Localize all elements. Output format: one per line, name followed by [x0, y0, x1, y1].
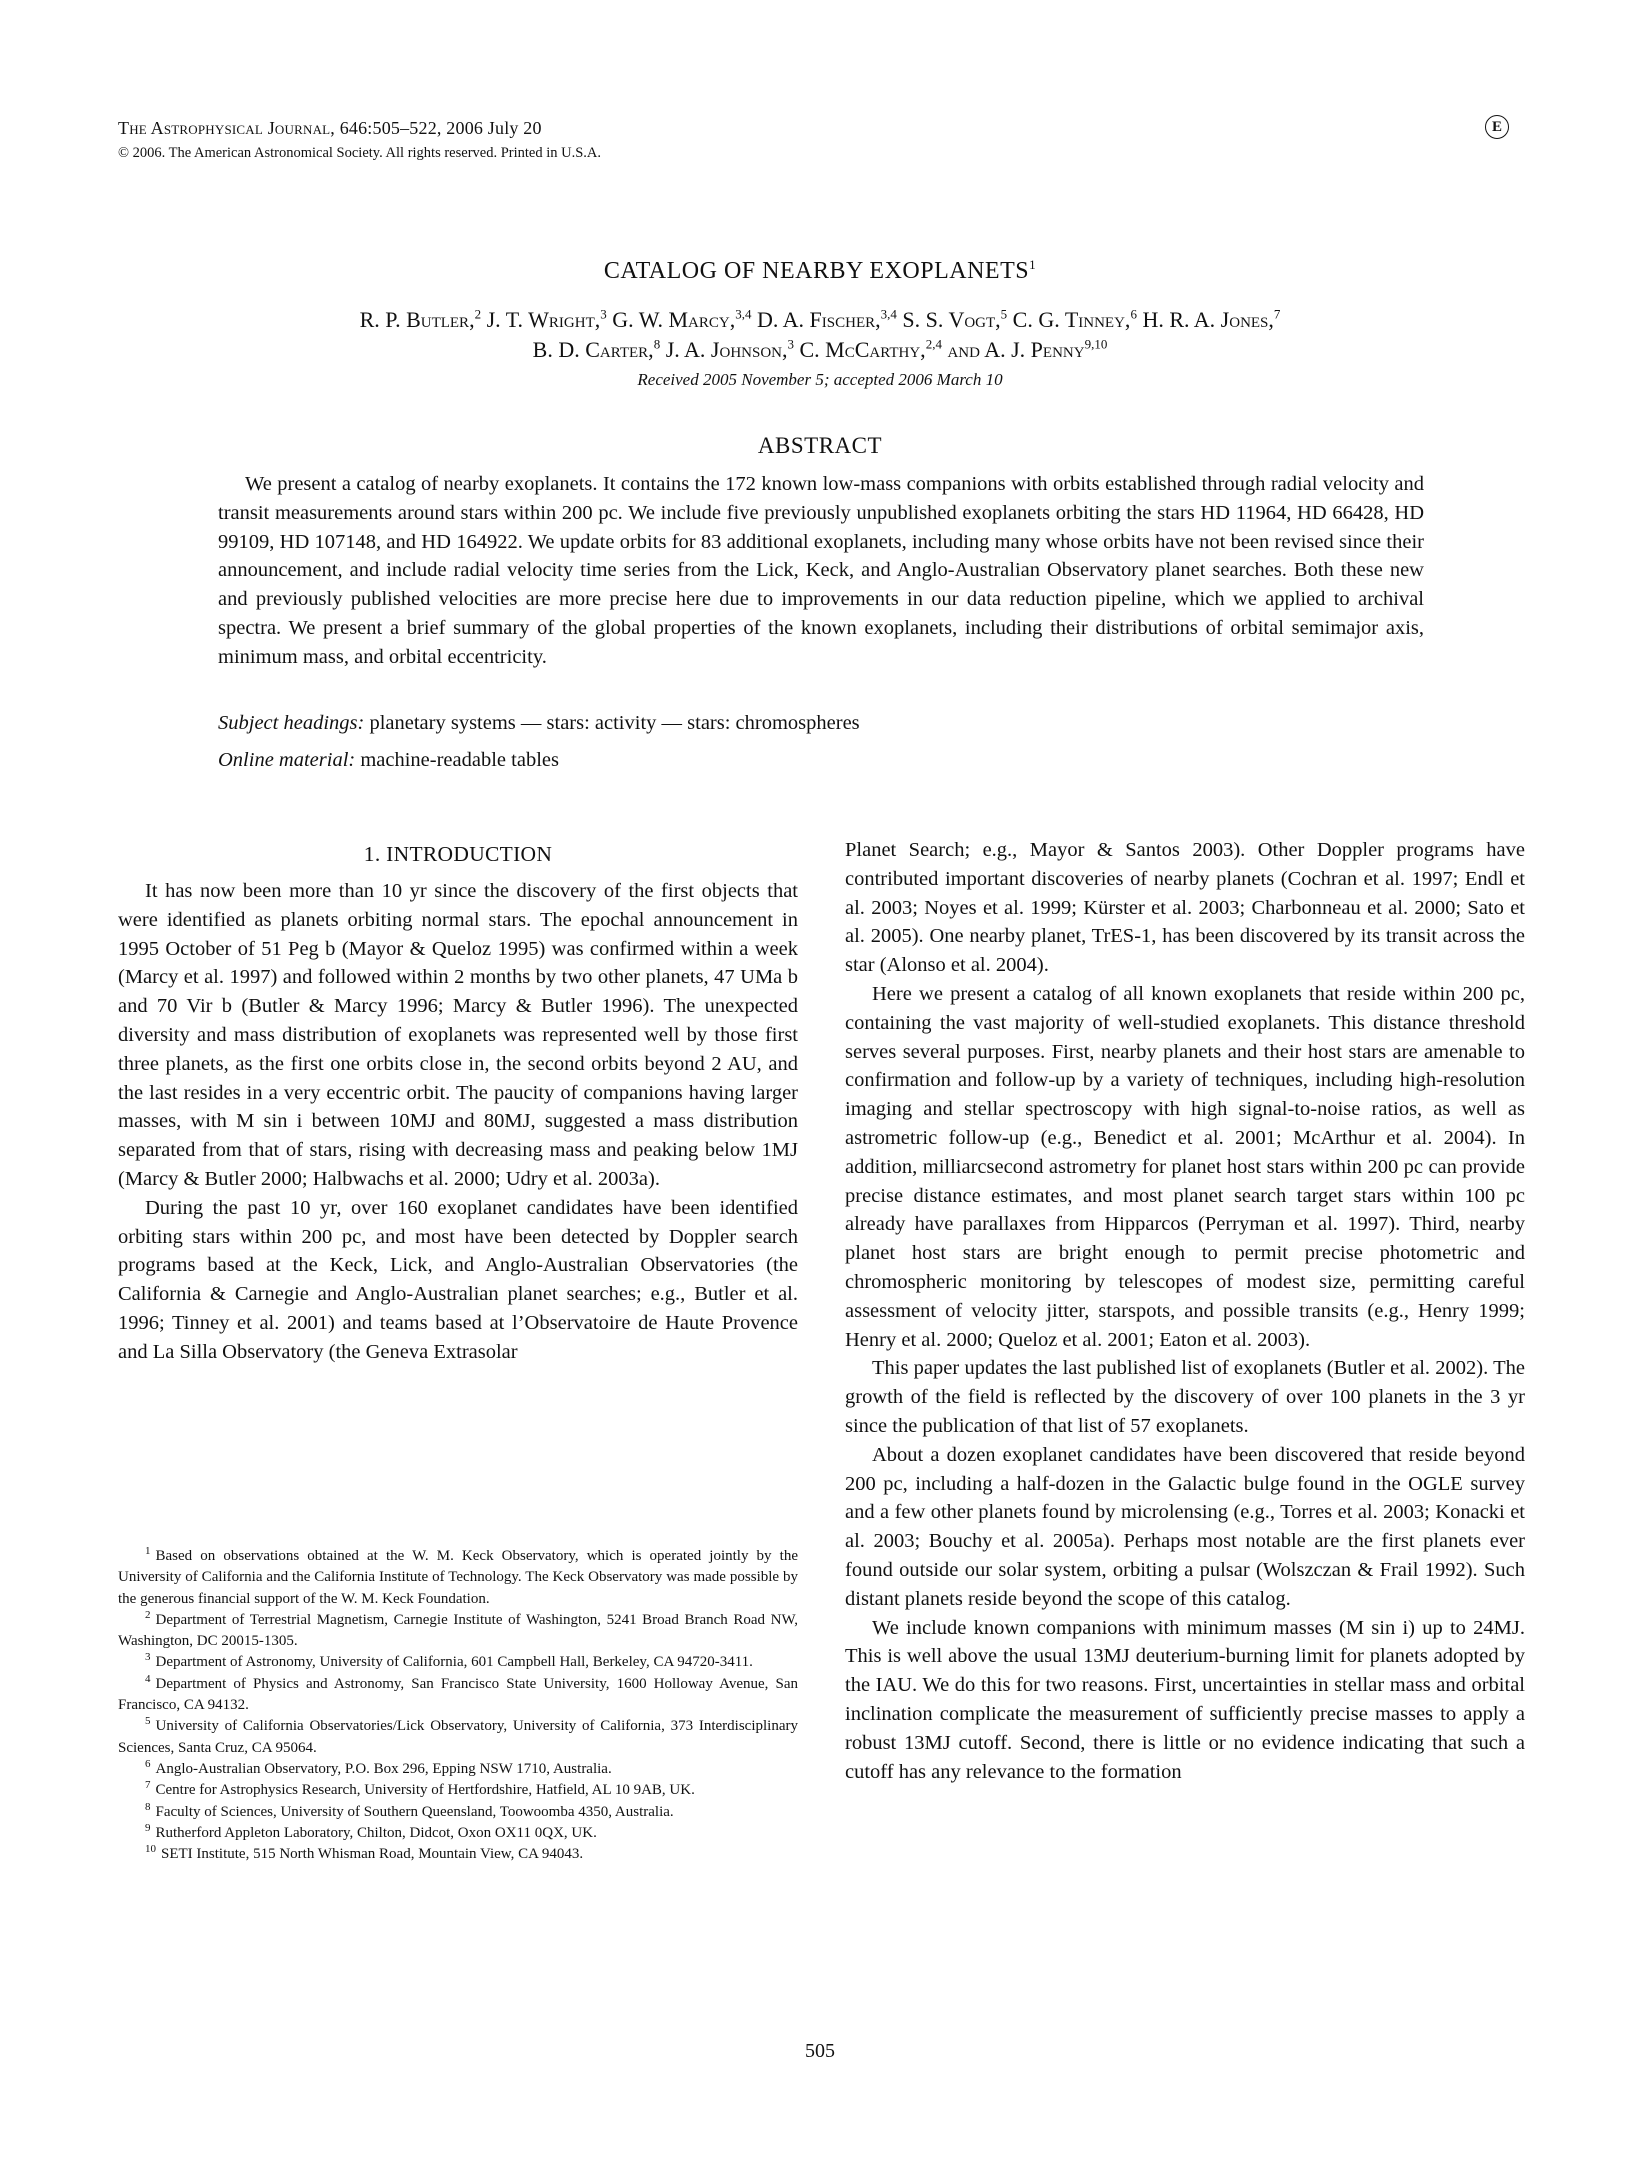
left-column — [118, 877, 798, 1367]
author-affiliation-mark: 7 — [1273, 306, 1281, 322]
footnote — [118, 1823, 798, 1844]
author-list — [120, 305, 1520, 365]
author-affiliation-mark: 2,4 — [925, 336, 942, 352]
section-heading-introduction: 1. INTRODUCTION — [363, 842, 553, 866]
author-name: B. D. Carter, — [532, 337, 654, 362]
footnote-text: Rutherford Appleton Laboratory, Chilton, Didcot, Oxon OX11 0QX, UK. — [155, 1824, 597, 1841]
footnote — [118, 1610, 798, 1653]
footnote — [118, 1780, 798, 1801]
abstract-text: We present a catalog of nearby exoplanets. It contains the 172 known low-mass companions with orbits established through radial velocity and transit measurements around stars within 200 pc. We include five previously unpublished exoplanets orbiting the stars HD 11964, HD 66428, HD 99109, HD 107148, and HD 164922. We update orbits for 83 additional exoplanets, including many whose orbits have not been revised since their announcement, and include radial velocity time series from the Lick, Keck, and Anglo-Australian Observatory planet searches. Both these new and previously published velocities are more precise here due to improvements in our data reduction pipeline, which we applied to archival spectra. We present a brief summary of the global properties of the known exoplanets, including their distributions of orbital semimajor axis, minimum mass, and orbital eccentricity. — [218, 473, 1424, 668]
footnote-text: Centre for Astrophysics Research, University of Hertfordshire, Hatfield, AL 10 9AB, UK. — [155, 1782, 695, 1799]
footnote-number: 10 — [145, 1843, 156, 1856]
subject-headings-value: planetary systems — stars: activity — stars: chromospheres — [369, 712, 860, 734]
subject-headings-label: Subject headings: — [218, 712, 365, 734]
author-affiliation-mark: 5 — [1000, 306, 1008, 322]
intro-paragraph-1: It has now been more than 10 yr since the discovery of the first objects that were identified as planets orbiting normal stars. The epochal announcement in 1995 October of 51 Peg b (Mayor & Queloz 1995) was confirmed within a week (Marcy et al. 1997) and followed within 2 months by two other planets, 47 UMa b and 70 Vir b (Butler & Marcy 1996; Marcy & Butler 1996). The unexpected diversity and mass distribution of exoplanets was represented well by those first three planets, as the first one orbits close in, the second orbits beyond 2 AU, and the last resides in a very eccentric orbit. The paucity of companions having larger masses, with M sin i between 10MJ and 80MJ, suggested a mass distribution separated from that of stars, rising with decreasing mass and peaking below 1MJ (Marcy & Butler 2000; Halbwachs et al. 2000; Udry et al. 2003a). — [118, 880, 798, 1190]
author-affiliation-mark: 3 — [600, 306, 607, 322]
author-line-2 — [120, 335, 1520, 365]
abstract-heading: ABSTRACT — [757, 433, 883, 458]
footnote-number: 8 — [145, 1800, 151, 1813]
footnote — [118, 1844, 798, 1865]
author-affiliation-mark: 6 — [1130, 306, 1137, 322]
footnote-number: 4 — [145, 1672, 151, 1685]
author-line-1 — [120, 305, 1520, 335]
footnote-text: Department of Terrestrial Magnetism, Carnegie Institute of Washington, 5241 Broad Branch Road NW, Washington, DC 20015-1305. — [118, 1611, 798, 1650]
subject-headings — [218, 712, 1424, 735]
footnote-text: SETI Institute, 515 North Whisman Road, Mountain View, CA 94043. — [161, 1846, 584, 1863]
footnote-text: Based on observations obtained at the W. M. Keck Observatory, which is operated jointly by the University of California and the California Institute of Technology. The Keck Observatory was made possible by the generous financial support of the W. M. Keck Foundation. — [118, 1548, 798, 1607]
online-material-label: Online material: — [218, 749, 356, 771]
author-name: J. A. Johnson, — [665, 337, 788, 362]
author-name: D. A. Fischer, — [756, 307, 881, 332]
author-affiliation-mark: 9,10 — [1084, 336, 1108, 352]
page-number: 505 — [805, 2040, 835, 2062]
footnote-number: 3 — [145, 1651, 151, 1664]
author-affiliation-mark: 3 — [787, 336, 794, 352]
author-affiliation-mark: 3,4 — [735, 306, 752, 322]
footnote-text: Faculty of Sciences, University of Southern Queensland, Toowoomba 4350, Australia. — [155, 1803, 674, 1820]
footnote — [118, 1652, 798, 1673]
footnote — [118, 1674, 798, 1717]
received-dates: Received 2005 November 5; accepted 2006 March 10 — [637, 370, 1003, 389]
footnote-number: 6 — [145, 1757, 151, 1770]
right-column — [845, 836, 1525, 1786]
electronic-edition-icon: E — [1485, 115, 1509, 139]
author-affiliation-mark: 8 — [653, 336, 661, 352]
journal-name: The Astrophysical Journal — [118, 118, 331, 138]
author-name: S. S. Vogt, — [902, 307, 1001, 332]
footnote-text: University of California Observatories/Lick Observatory, University of California, 373 Interdisciplinary Sciences, Santa Cruz, CA 95064. — [118, 1718, 798, 1756]
footnote-text: Department of Physics and Astronomy, San Francisco State University, 1600 Holloway Avenue, San Francisco, CA 94132. — [118, 1675, 798, 1714]
online-material-value: machine-readable tables — [360, 749, 559, 771]
footnote — [118, 1546, 798, 1610]
paper-title — [0, 258, 1640, 285]
online-material — [218, 749, 1424, 772]
author-name: H. R. A. Jones, — [1142, 307, 1274, 332]
footnote-number: 7 — [145, 1779, 151, 1792]
intro-paragraph-3: Planet Search; e.g., Mayor & Santos 2003). Other Doppler programs have contributed important discoveries of nearby planets (Cochran et al. 1997; Endl et al. 2003; Noyes et al. 1999; Kürster et al. 2003; Charbonneau et al. 2000; Sato et al. 2005). One nearby planet, TrES-1, has been discovered by its transit across the star (Alonso et al. 2004). — [845, 839, 1525, 977]
footnote — [118, 1802, 798, 1823]
footnote-number: 1 — [145, 1545, 151, 1557]
author-name: G. W. Marcy, — [612, 307, 736, 332]
intro-paragraph-2: During the past 10 yr, over 160 exoplanet candidates have been identified orbiting stars within 200 pc, and most have been detected by Doppler search programs based at the Keck, Lick, and Anglo-Australian Observatories (the California & Carnegie and Anglo-Australian planet searches; e.g., Butler et al. 1996; Tinney et al. 2001) and teams based at l’Observatoire de Haute Provence and La Silla Observatory (the Geneva Extrasolar — [118, 1196, 798, 1363]
footnote-text: Anglo-Australian Observatory, P.O. Box 296, Epping NSW 1710, Australia. — [155, 1760, 612, 1777]
footnote-text: Department of Astronomy, University of California, 601 Campbell Hall, Berkeley, CA 94720-3411. — [155, 1654, 753, 1671]
intro-paragraph-4: Here we present a catalog of all known exoplanets that reside within 200 pc, containing the vast majority of well-studied exoplanets. This distance threshold serves several purposes. First, nearby planets and their host stars are amenable to confirmation and follow-up by a variety of techniques, including high-resolution imaging and stellar spectroscopy with high signal-to-noise ratios, as well as astrometric follow-up (e.g., Benedict et al. 2001; McArthur et al. 2004). In addition, milliarcsecond astrometry for planet host stars within 200 pc can provide precise distance estimates, and most planet search target stars within 100 pc already have parallaxes from Hipparcos (Perryman et al. 1997). Third, nearby planet host stars are bright enough to permit precise photometric and chromospheric monitoring by telescopes of modest size, permitting careful assessment of velocity jitter, starspots, and possible transits (e.g., Henry 1999; Henry et al. 2000; Queloz et al. 2001; Eaton et al. 2003). — [845, 982, 1525, 1351]
footnote — [118, 1716, 798, 1759]
journal-citation: , 646:505–522, 2006 July 20 — [330, 118, 542, 138]
running-head — [118, 118, 542, 139]
intro-paragraph-5: This paper updates the last published list of exoplanets (Butler et al. 2002). The growth of the field is reflected by the discovery of over 100 planets in the 3 yr since the publication of that list of 57 exoplanets. — [845, 1357, 1525, 1437]
author-name: and A. J. Penny — [947, 337, 1085, 362]
footnote — [118, 1759, 798, 1780]
author-name: C. McCarthy, — [799, 337, 926, 362]
intro-paragraph-7: We include known companions with minimum masses (M sin i) up to 24MJ. This is well above the usual 13MJ deuterium-burning limit for planets adopted by the IAU. We do this for two reasons. First, uncertainties in stellar mass and orbital inclination complicate the measurement of sufficiently precise masses to apply a robust 13MJ cutoff. Second, there is little or no evidence indicating that such a cutoff has any relevance to the formation — [845, 1616, 1525, 1783]
footnote-number: 9 — [145, 1821, 151, 1834]
footnotes — [118, 1546, 798, 1865]
author-affiliation-mark: 2 — [474, 306, 482, 322]
author-name: C. G. Tinney, — [1012, 307, 1131, 332]
author-name: R. P. Butler, — [359, 307, 475, 332]
footnote-number: 5 — [145, 1715, 151, 1728]
author-affiliation-mark: 3,4 — [880, 306, 897, 322]
paper-title-text: CATALOG OF NEARBY EXOPLANETS — [603, 258, 1030, 284]
intro-paragraph-6: About a dozen exoplanet candidates have been discovered that reside beyond 200 pc, including a half-dozen in the Galactic bulge found in the OGLE survey and a few other planets found by microlensing (e.g., Torres et al. 2003; Konacki et al. 2003; Bouchy et al. 2005a). Perhaps most notable are the first planets ever found outside our solar system, orbiting a pulsar (Wolszczan & Frail 1992). Such distant planets reside beyond the scope of this catalog. — [845, 1443, 1525, 1610]
footnote-number: 2 — [145, 1608, 151, 1621]
title-footnote-mark: 1 — [1029, 257, 1037, 272]
author-name: J. T. Wright, — [486, 307, 601, 332]
copyright-line: © 2006. The American Astronomical Society. All rights reserved. Printed in U.S.A. — [118, 145, 602, 161]
